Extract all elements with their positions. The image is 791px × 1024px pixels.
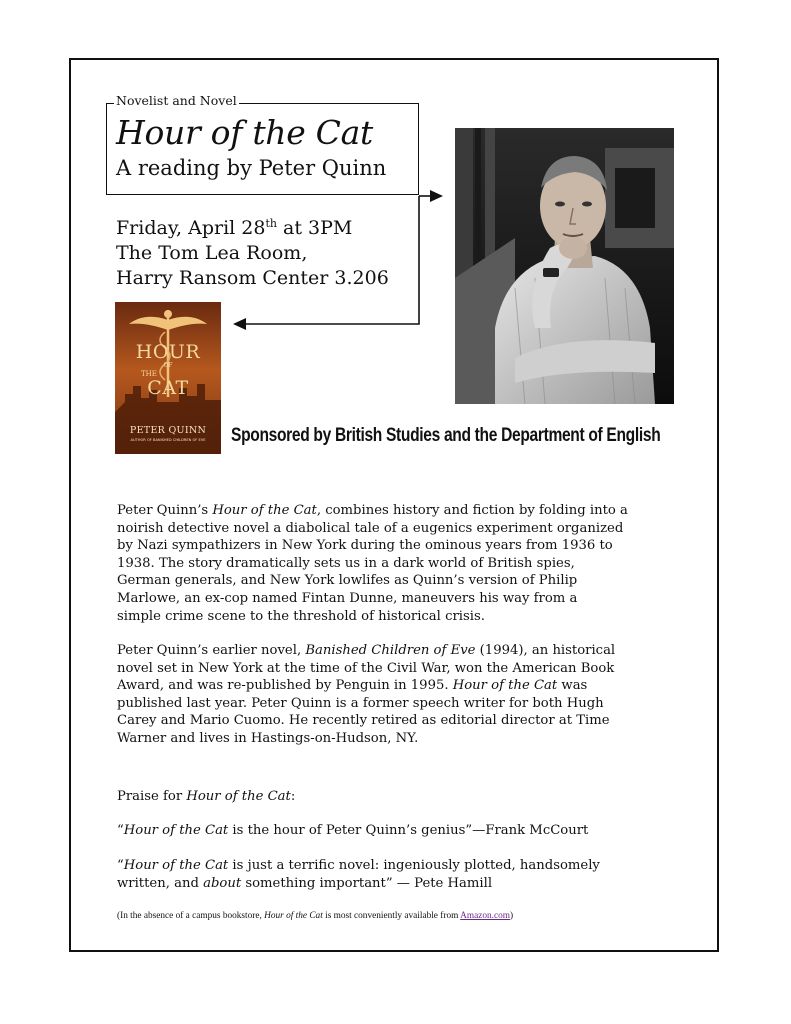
cover-title-cat: CAT xyxy=(147,377,189,399)
emphasis-italic: about xyxy=(203,875,242,891)
text-run: is the hour of Peter Quinn’s genius”—Frank McCourt xyxy=(228,823,589,838)
text-line: Marlowe, an ex-cop named Fintan Dunne, maneuvers his way from a xyxy=(117,590,578,606)
book-title-italic: Hour of the Cat xyxy=(264,911,323,921)
text-run: was xyxy=(557,678,588,694)
cover-title xyxy=(115,342,221,398)
text-run: Praise for xyxy=(117,789,187,804)
event-room: The Tom Lea Room, xyxy=(116,242,308,264)
praise-heading xyxy=(117,788,687,806)
book-title-italic: Banished Children of Eve xyxy=(305,643,476,658)
quote-mccourt xyxy=(117,822,687,840)
author-bio-paragraph xyxy=(117,642,687,748)
text-run: (1994), an historical xyxy=(475,643,616,658)
text-run: Award, and was re-published by Penguin in 1995. xyxy=(117,678,453,694)
text-line: by Nazi sympathizers in New York during the ominous years from 1936 to xyxy=(117,538,613,554)
book-cover-image xyxy=(115,302,221,454)
description-paragraph xyxy=(117,502,687,625)
event-time: at 3PM xyxy=(276,217,353,239)
text-line: noirish detective novel a diabolical tale of a eugenics experiment organized xyxy=(117,520,624,536)
cover-author: PETER QUINN xyxy=(129,425,207,436)
text-run: something important” — Pete Hamill xyxy=(241,875,493,891)
text-run: Peter Quinn’s earlier novel, xyxy=(117,643,306,658)
text-line: Warner and lives in Hastings-on-Hudson, NY. xyxy=(117,730,419,746)
text-line: novel set in New York at the time of the Civil War, won the American Book xyxy=(117,660,615,676)
book-title-italic: Hour of the Cat xyxy=(452,678,558,694)
text-run: is most conveniently available from xyxy=(322,911,461,921)
event-title: Hour of the Cat xyxy=(116,113,373,152)
footnote xyxy=(117,910,513,923)
arrow-to-photo xyxy=(419,190,443,202)
text-line: Carey and Mario Cuomo. He recently retired as editorial director at Time xyxy=(117,713,610,729)
event-subtitle: A reading by Peter Quinn xyxy=(116,156,387,180)
book-title-italic: Hour of the Cat xyxy=(186,789,291,804)
text-run: “ xyxy=(117,823,124,838)
text-line: 1938. The story dramatically sets us in a dark world of British spies, xyxy=(117,555,575,571)
text-run: : xyxy=(290,789,296,804)
book-title-italic: Hour of the Cat xyxy=(123,858,229,873)
cover-title-hour: HOUR xyxy=(135,341,201,363)
cover-tagline: AUTHOR OF BANISHED CHILDREN OF EVE xyxy=(130,438,206,442)
amazon-link[interactable]: Amazon.com xyxy=(460,911,510,921)
author-photo xyxy=(455,128,674,404)
event-building: Harry Ransom Center 3.206 xyxy=(116,267,389,289)
text-run: , combines history and fiction by folding into a xyxy=(316,503,628,518)
text-run: is just a terrific novel: ingeniously plotted, handsomely xyxy=(228,858,600,873)
book-title-italic: Hour of the Cat xyxy=(212,503,317,518)
cover-title-of: OF xyxy=(163,362,173,369)
cover-title-the: THE xyxy=(141,370,157,378)
kicker-label: Novelist and Novel xyxy=(116,93,237,108)
sponsor-line: Sponsored by British Studies and the Department of English xyxy=(231,425,661,446)
arrow-to-cover xyxy=(233,196,419,330)
text-line: published last year. Peter Quinn is a former speech writer for both Hugh xyxy=(117,695,604,711)
text-line: simple crime scene to the threshold of historical crisis. xyxy=(117,608,485,624)
text-run: ) xyxy=(509,911,514,921)
book-title-italic: Hour of the Cat xyxy=(123,823,229,838)
text-run: written, and xyxy=(117,875,204,891)
text-run: “ xyxy=(117,858,124,873)
text-run: Peter Quinn’s xyxy=(117,503,213,518)
text-run: (In the absence of a campus bookstore, xyxy=(117,911,265,921)
date-ordinal: th xyxy=(265,217,277,230)
quote-hamill xyxy=(117,857,687,892)
text-line: German generals, and New York lowlifes as Quinn’s version of Philip xyxy=(117,573,578,589)
event-date: Friday, April 28 xyxy=(116,217,266,239)
